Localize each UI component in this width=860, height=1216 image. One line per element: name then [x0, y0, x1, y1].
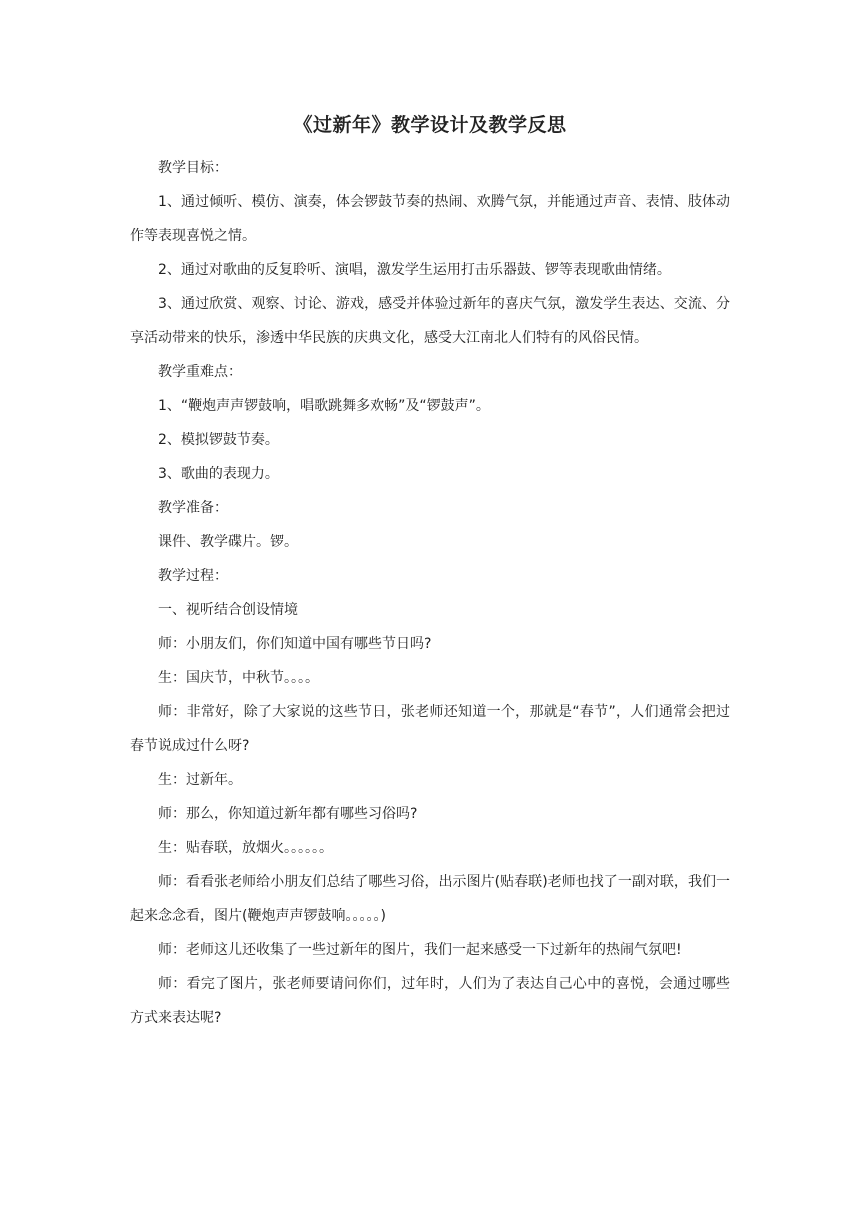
dialogue-line: 生：过新年。 [158, 772, 242, 788]
objective-item: 3、通过欣赏、观察、讨论、游戏，感受并体验过新年的喜庆气氛，激发学生表达、交流、分享活动带来的快乐，渗透中华民族的庆典文化，感受大江南北人们特有的风俗民情。 [130, 296, 730, 346]
process-step-heading: 一、视听结合创设情境 [158, 602, 298, 618]
section-heading-key-points: 教学重难点： [158, 364, 242, 380]
key-point-item: 2、模拟锣鼓节奏。 [158, 432, 279, 448]
dialogue-line: 生：贴春联，放烟火。。。。。。 [158, 840, 333, 856]
dialogue-line: 师：看完了图片，张老师要请问你们，过年时，人们为了表达自己心中的喜悦，会通过哪些方式来表达呢? [130, 976, 730, 1026]
dialogue-line: 师：那么，你知道过新年都有哪些习俗吗? [158, 806, 418, 822]
objective-item: 1、通过倾听、模仿、演奏，体会锣鼓节奏的热闹、欢腾气氛，并能通过声音、表情、肢体动作等表现喜悦之情。 [130, 194, 730, 244]
dialogue-line: 师：小朋友们，你们知道中国有哪些节日吗? [158, 636, 432, 652]
dialogue-line: 师：看看张老师给小朋友们总结了哪些习俗，出示图片(贴春联)老师也找了一副对联，我们一起来念念看，图片(鞭炮声声锣鼓响。。。。。) [130, 874, 730, 924]
section-heading-objectives: 教学目标： [158, 160, 228, 176]
section-heading-preparation: 教学准备： [158, 500, 228, 516]
dialogue-line: 师：老师这儿还收集了一些过新年的图片，我们一起来感受一下过新年的热闹气氛吧! [158, 942, 682, 958]
objective-item: 2、通过对歌曲的反复聆听、演唱，激发学生运用打击乐器鼓、锣等表现歌曲情绪。 [158, 262, 671, 278]
document-body [130, 151, 730, 1035]
key-point-item: 3、歌曲的表现力。 [158, 466, 279, 482]
dialogue-line: 师：非常好，除了大家说的这些节日，张老师还知道一个，那就是“春节”，人们通常会把过春节说成过什么呀? [130, 704, 730, 754]
key-point-item: 1、“鞭炮声声锣鼓响，唱歌跳舞多欢畅”及“锣鼓声”。 [158, 398, 490, 414]
section-heading-process: 教学过程： [158, 568, 228, 584]
document-title: 《过新年》教学设计及教学反思 [293, 114, 567, 136]
preparation-text: 课件、教学碟片。锣。 [158, 534, 298, 550]
dialogue-line: 生：国庆节，中秋节。。。。 [158, 670, 319, 686]
